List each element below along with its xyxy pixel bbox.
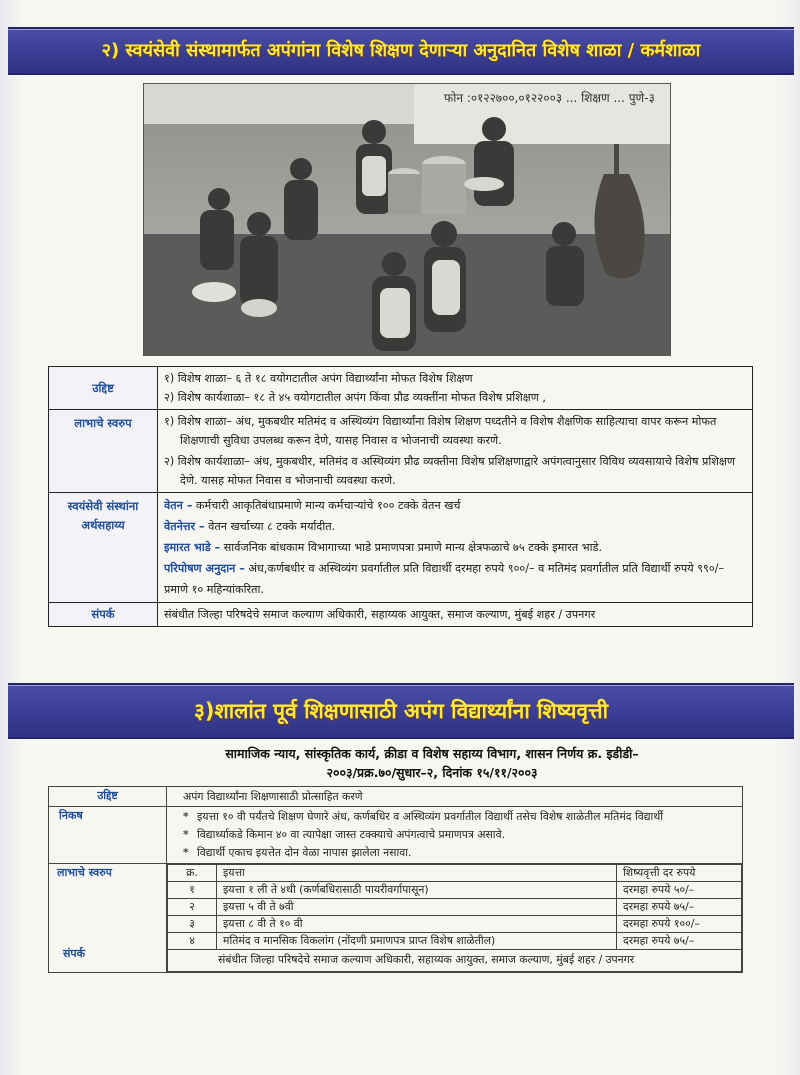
rate-class: इयत्ता ८ वी ते १० वी: [217, 916, 617, 933]
contact-row: [168, 950, 742, 972]
aid-cell: [158, 493, 753, 603]
objective-line: १) विशेष शाळा– ६ ते १८ वयोगटातील अपंग विद्यार्थ्यांना मोफत विशेष शिक्षण: [164, 372, 473, 385]
photo-wall-banner-text: फोन :०१२२७००,०१२२००३ ... शिक्षण ... पुणे-३: [444, 91, 655, 105]
criteria-text: विद्यार्थ्याकडे किमान ४० वा त्यापेक्षा जास्त टक्क्याचे अपंगत्वाचे प्रमाणपत्र असावे.: [197, 828, 506, 841]
bullet-icon: *: [183, 828, 189, 841]
criteria-item: [173, 844, 736, 862]
aid-label: स्वयंसेवी संस्थांना अर्थसहाय्य: [49, 493, 158, 603]
section-2-heading-banner: [8, 27, 794, 75]
bullet-icon: *: [183, 810, 189, 823]
criteria-text: विद्यार्थी एकाच इयत्तेत दोन वेळा नापास झालेला नसावा.: [197, 846, 412, 859]
aid-item: [164, 516, 744, 537]
section-2-heading: २) स्वयंसेवी संस्थामार्फत अपंगांना विशेष शिक्षण देणाऱ्या अनुदानित विशेष शाळा / कर्मशाळा: [101, 40, 701, 61]
rate-row: [168, 899, 742, 916]
col-class-header: इयत्ता: [217, 865, 617, 882]
benefit-line: २) विशेष कार्यशाळा– अंध, मुकबधीर, मतिमंद व अस्थिव्यंग प्रौढ व्यक्तीना विशेष प्रशिक्षणाद्वारे अपंगत्वानुसार विविध व्यवसायाचे विशेष प्रशिक्षण देणे. यासह मोफत निवास व भोजनाची व्यवस्था करणे.: [164, 455, 735, 487]
objective-line: २) विशेष कार्यशाळा– १८ ते ४५ वयोगटातील अपंग किंवा प्रौढ व्यक्तींना मोफत विशेष प्रशिक्षण ,: [164, 391, 546, 404]
music-class-photo: [143, 83, 671, 356]
rate-number: ३: [168, 916, 217, 933]
objective-label: उद्दिष्ट: [49, 367, 158, 410]
rate-number: १: [168, 882, 217, 899]
aid-item: [164, 495, 744, 516]
rate-row: [168, 916, 742, 933]
benefit-line: १) विशेष शाळा– अंध, मुकबधीर मतिमंद व अस्थिव्यंग विद्यार्थ्यांना विशेष शिक्षण पध्दतीने व विशेष शैक्षणिक साहित्याचा वापर करून मोफत शिक्षणाची सुविधा उपलब्ध करून देणे, यासह निवास व भोजनाची व्यवस्था करणे.: [164, 415, 717, 447]
criteria-item: [173, 826, 736, 844]
aid-key: वेतनेत्तर –: [164, 520, 205, 533]
benefit-label: [49, 864, 167, 973]
criteria-label: निकष: [49, 807, 167, 864]
scholarship-rate-cell: [167, 864, 743, 973]
criteria-item: [173, 808, 736, 826]
table-row: [49, 410, 753, 493]
benefit-cell: [158, 410, 753, 493]
aid-item: [164, 558, 744, 600]
aid-key: वेतन –: [164, 499, 193, 512]
rate-header-row: [168, 865, 742, 882]
rate-amount: दरमहा रुपये ७५/–: [617, 899, 742, 916]
special-school-scheme-table: [48, 366, 753, 627]
aid-text: अंध,कर्णबधीर व अस्थिव्यंग प्रवर्गातील प्रति विद्यार्थी दरमहा रुपये ९००/– व मतिमंद प्रवर्गातील प्रति विद्यार्थी रुपये ९९०/– प्रमाणे १० महिन्यांकरिता.: [164, 562, 725, 596]
scholarship-scheme-table: [48, 786, 743, 973]
rate-row: [168, 882, 742, 899]
rate-amount: दरमहा रुपये ७५/–: [617, 933, 742, 950]
contact-text: संबंधीत जिल्हा परिषदेचे समाज कल्याण अधिकारी, सहाय्यक आयुक्त, समाज कल्याण, मुंबई शहर / उपनगर: [168, 950, 742, 972]
criteria-text: इयत्ता १० वी पर्यंतचे शिक्षण घेणारे अंध, कर्णबधिर व अस्थिव्यंग प्रवर्गातील विद्यार्थी तसेच विशेष शाळेतील मतिमंद विद्यार्थी: [197, 810, 664, 823]
benefit-label-text: लाभाचे स्वरुप: [57, 866, 112, 879]
benefit-label: लाभाचे स्वरुप: [49, 410, 158, 493]
table-row: [49, 787, 743, 807]
table-row: [49, 367, 753, 410]
table-row: [49, 493, 753, 603]
rate-amount: दरमहा रुपये ५०/–: [617, 882, 742, 899]
section-3-heading: ३)शालांत पूर्व शिक्षणासाठी अपंग विद्यार्थ्यांना शिष्यवृत्ती: [193, 699, 609, 723]
aid-text: कर्मचारी आकृतिबंधाप्रमाणे मान्य कर्मचाऱ्यांचे १०० टक्के वेतन खर्च: [192, 499, 461, 512]
contact-label: संपर्क: [63, 947, 86, 960]
col-number-header: क्र.: [168, 865, 217, 882]
aid-text: वेतन खर्चाच्या ८ टक्के मर्यादीत.: [204, 520, 336, 533]
objective-cell: [158, 367, 753, 410]
rate-class: इयत्ता १ ली ते ४थी (कर्णबधिरासाठी पायरीवर्गापासून): [217, 882, 617, 899]
objective-label: उद्दिष्ट: [49, 787, 167, 807]
table-row: [49, 603, 753, 627]
col-amount-header: शिष्यवृत्ती दर रुपये: [617, 865, 742, 882]
scholarship-rate-table: [167, 864, 742, 972]
rate-row: [168, 933, 742, 950]
rate-amount: दरमहा रुपये १००/–: [617, 916, 742, 933]
objective-text: अपंग विद्यार्थ्यांना शिक्षणासाठी प्रोत्साहित करणे: [167, 787, 743, 807]
section-3-heading-banner: [8, 683, 794, 739]
criteria-cell: [167, 807, 743, 864]
contact-text: संबंधीत जिल्हा परिषदेचे समाज कल्याण अधिकारी, सहाय्यक आयुक्त, समाज कल्याण, मुंबई शहर / उपनगर: [158, 603, 753, 627]
rate-number: ४: [168, 933, 217, 950]
aid-text: सार्वजनिक बांधकाम विभागाच्या भाडे प्रमाणपत्रा प्रमाणे मान्य क्षेत्रफळाचे ७५ टक्के इमारत भाडे.: [220, 541, 603, 554]
table-row: [49, 807, 743, 864]
rate-class: मतिमंद व मानसिक विकलांग (नोंदणी प्रमाणपत्र प्राप्त विशेष शाळेतील): [217, 933, 617, 950]
aid-key: परिपोषण अनुदान –: [164, 562, 245, 575]
government-resolution-reference: [132, 744, 732, 782]
contact-label: संपर्क: [49, 603, 158, 627]
aid-item: [164, 537, 744, 558]
rate-number: २: [168, 899, 217, 916]
table-row: [49, 864, 743, 973]
aid-key: इमारत भाडे –: [164, 541, 221, 554]
gr-line: २००३/प्रक्र.७०/सुधार–२, दिनांक १५/११/२००३: [326, 765, 538, 780]
gr-line: सामाजिक न्याय, सांस्कृतिक कार्य, क्रीडा व विशेष सहाय्य विभाग, शासन निर्णय क्र. इडीडी–: [225, 746, 639, 761]
bullet-icon: *: [183, 846, 189, 859]
rate-class: इयत्ता ५ वी ते ७वी: [217, 899, 617, 916]
